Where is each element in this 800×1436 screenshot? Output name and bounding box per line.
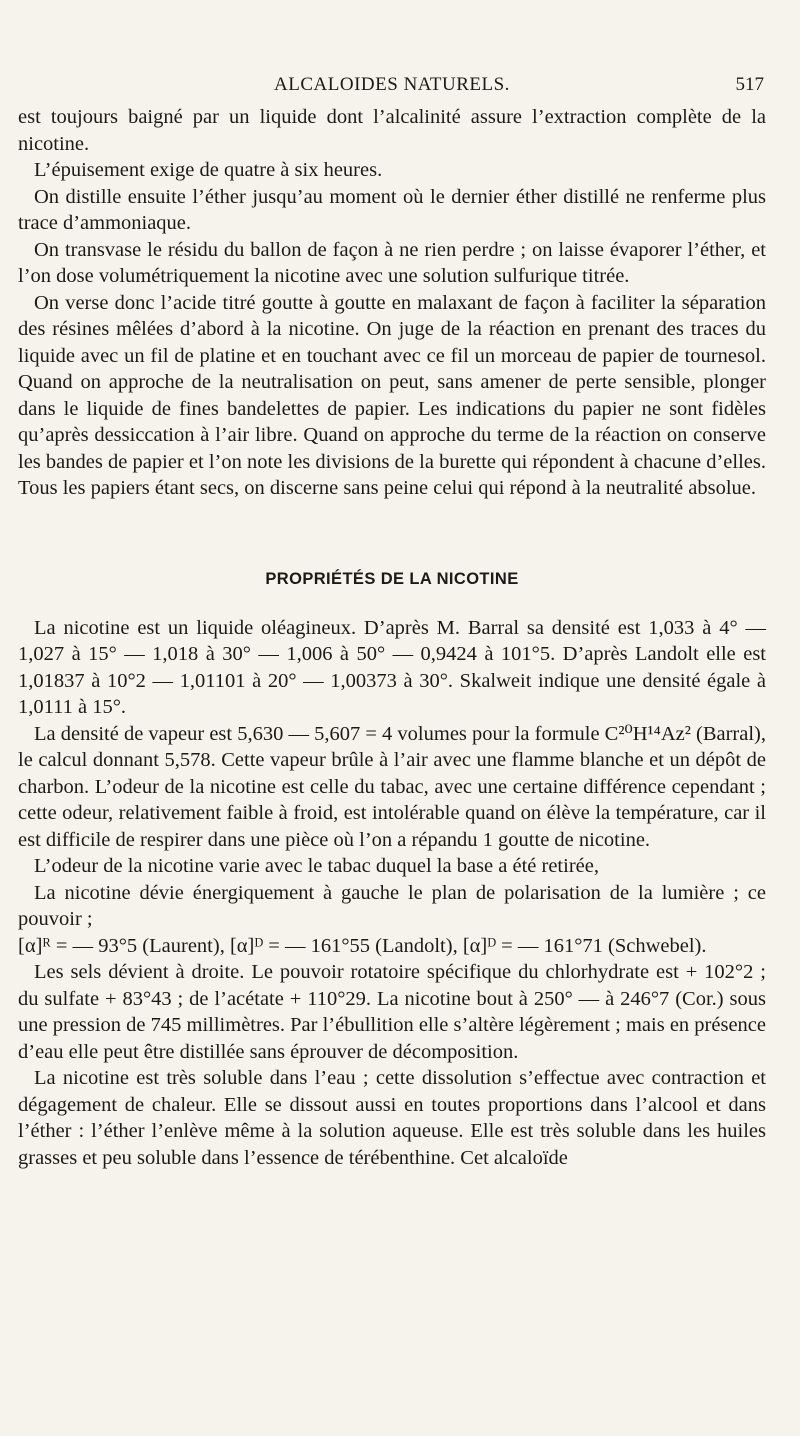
paragraph-rotation-values: [α]ᴿ = — 93°5 (Laurent), [α]ᴰ = — 161°55 (Landolt), [α]ᴰ = — 161°71 (Schwebel).: [18, 934, 707, 957]
paragraph-solubilite: La nicotine est très soluble dans l’eau ; cette dissolution s’effectue avec contraction et dégagement de chaleur. Elle se dissout aussi en toutes proportions dans l’alcool et dans l’éther : l’éther l’enlève même à la solution aqueuse. Elle est très soluble dans les huiles grasses et peu soluble dans l’essence de térébenthine. Cet alcaloïde: [18, 1067, 766, 1169]
running-title: ALCALOIDES NATURELS.: [274, 74, 510, 95]
body-text: [18, 104, 766, 1171]
paragraph-epuisement: L’épuisement exige de quatre à six heures.: [34, 159, 383, 181]
paragraph-distillation: On distille ensuite l’éther jusqu’au moment où le dernier éther distillé ne renferme plus trace d’ammoniaque.: [18, 185, 766, 234]
paragraph-vapeur: La densité de vapeur est 5,630 — 5,607 = 4 volumes pour la formule C²⁰H¹⁴Az² (Barral), le calcul donnant 5,578. Cette vapeur brûle à l’air avec une flamme blanche et un dépôt de charbon. L’odeur de la nicotine est celle du tabac, avec une certaine différence cependant ; cette odeur, relativement faible à froid, est intolérable quand on élève la température, car il est difficile de respirer dans une pièce où l’on a répandu 1 goutte de nicotine.: [18, 722, 766, 851]
page-number: 517: [735, 74, 764, 95]
paragraph-sels: Les sels dévient à droite. Le pouvoir rotatoire spécifique du chlorhydrate est + 102°2 ; du sulfate + 83°43 ; de l’acétate + 110°29. La nicotine bout à 250° — à 246°7 (Cor.) sous une pression de 745 millimètres. Par l’ébullition elle s’altère légèrement ; mais en présence d’eau elle peut être distillée sans éprouver de décomposition.: [18, 961, 766, 1063]
paragraph-titrage: On verse donc l’acide titré goutte à goutte en malaxant de façon à faciliter la séparation des résines mêlées d’abord à la nicotine. On juge de la réaction en prenant des traces du liquide avec un fil de platine et en touchant avec ce fil un morceau de papier de tournesol. Quand on approche de la neutralisation on peut, sans amener de perte sensible, plonger dans le liquide de fines bandelettes de papier. Les indications du papier ne sont fidèles qu’après dessiccation à l’air libre. Quand on approche du terme de la réaction on conserve les bandes de papier et l’on note les divisions de la burette qui répondent à chacune d’elles. Tous les papiers étant secs, on discerne sans peine celui qui répond à la neutralité absolue.: [18, 291, 766, 499]
running-head: [18, 72, 766, 100]
paragraph-transvase: On transvase le résidu du ballon de façon à ne rien perdre ; on laisse évaporer l’éther, et l’on dose volumétriquement la nicotine avec une solution sulfurique titrée.: [18, 238, 766, 287]
paragraph-continuation: est toujours baigné par un liquide dont l’alcalinité assure l’extraction complète de la nicotine.: [18, 106, 766, 155]
section-heading: PROPRIÉTÉS DE LA NICOTINE: [265, 569, 519, 588]
book-page: [18, 0, 766, 1436]
paragraph-densite: La nicotine est un liquide oléagineux. D’après M. Barral sa densité est 1,033 à 4° — 1,027 à 15° — 1,018 à 30° — 1,006 à 50° — 0,9424 à 101°5. D’après Landolt elle est 1,01837 à 10°2 — 1,01101 à 20° — 1,00373 à 30°. Skalweit indique une densité égale à 1,0111 à 15°.: [18, 616, 766, 718]
paragraph-polarisation: La nicotine dévie énergiquement à gauche le plan de polarisation de la lumière ; ce pouvoir ;: [18, 881, 766, 930]
paragraph-odeur: L’odeur de la nicotine varie avec le tabac duquel la base a été retirée,: [34, 855, 599, 877]
